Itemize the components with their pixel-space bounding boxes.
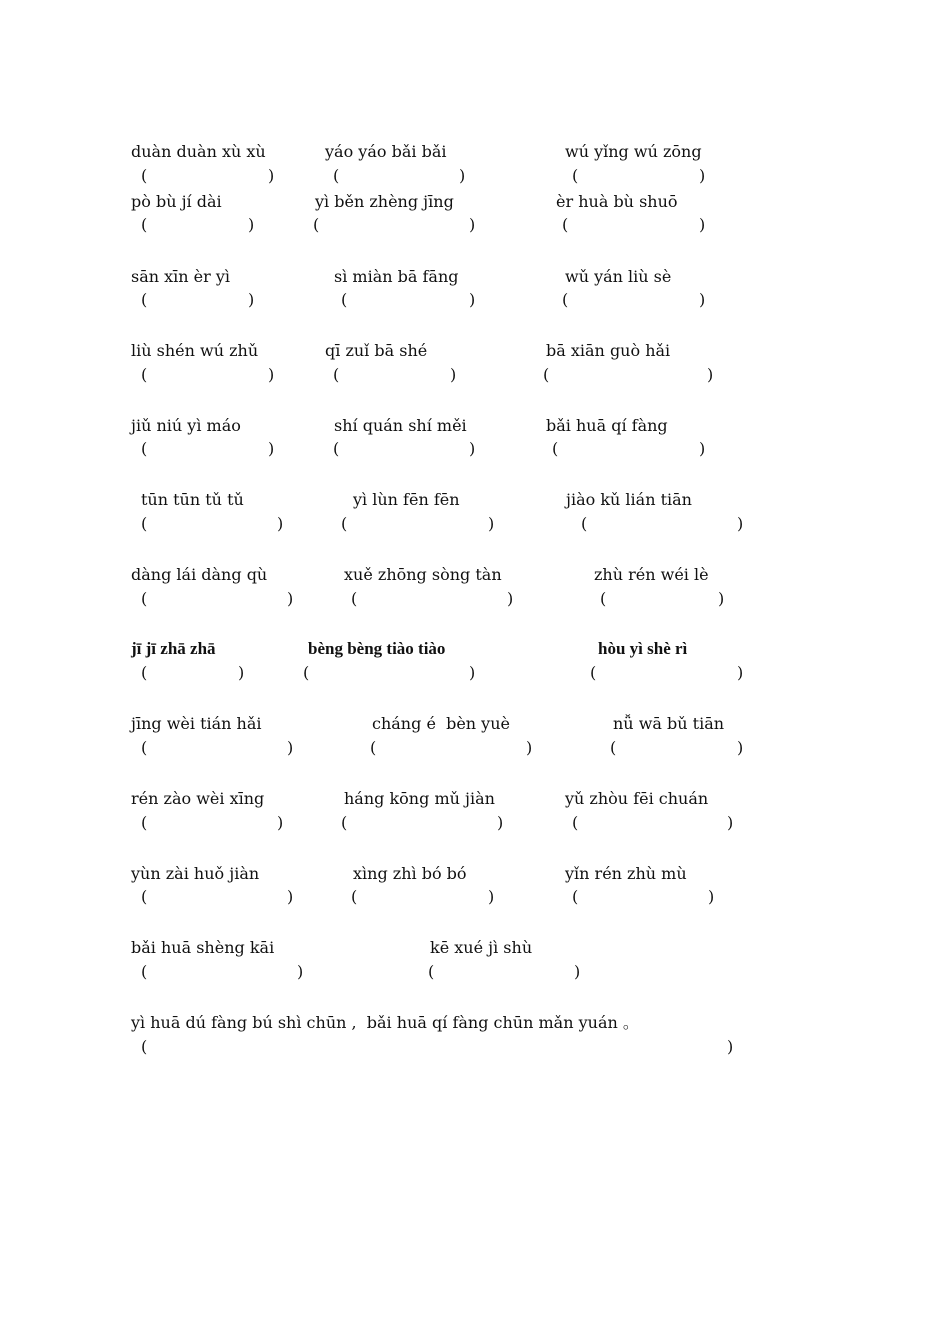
answer-paren-close: ) <box>699 439 706 458</box>
pinyin-item: sì miàn bā fāng <box>334 267 459 286</box>
answer-paren-open: ( <box>581 514 588 533</box>
pinyin-item: jiào kǔ lián tiān <box>566 490 692 509</box>
answer-paren-close: ) <box>488 887 495 906</box>
answer-paren-open: ( <box>141 962 148 981</box>
pinyin-item: duàn duàn xù xù <box>131 142 266 161</box>
answer-paren-open: ( <box>572 813 579 832</box>
pinyin-item: cháng é bèn yuè <box>372 714 510 733</box>
pinyin-sentence: yì huā dú fàng bú shì chūn , bǎi huā qí fàng chūn mǎn yuán 。 <box>131 1013 639 1032</box>
pinyin-item: yáo yáo bǎi bǎi <box>325 142 447 161</box>
answer-paren-close: ) <box>526 738 533 757</box>
answer-paren-open: ( <box>428 962 435 981</box>
answer-paren-close: ) <box>707 365 714 384</box>
answer-paren-close: ) <box>459 166 466 185</box>
answer-paren-close: ) <box>277 514 284 533</box>
pinyin-item: jī jī zhā zhā <box>131 639 216 658</box>
answer-paren-open: ( <box>141 215 148 234</box>
answer-paren-close: ) <box>727 1037 734 1056</box>
pinyin-item: bā xiān guò hǎi <box>546 341 671 360</box>
answer-paren-open: ( <box>141 1037 148 1056</box>
answer-paren-open: ( <box>141 290 148 309</box>
pinyin-item: bǎi huā shèng kāi <box>131 938 275 957</box>
answer-paren-open: ( <box>543 365 550 384</box>
pinyin-item: wú yǐng wú zōng <box>565 142 702 161</box>
answer-paren-close: ) <box>469 663 476 682</box>
answer-paren-open: ( <box>552 439 559 458</box>
answer-paren-close: ) <box>699 290 706 309</box>
answer-paren-open: ( <box>341 514 348 533</box>
answer-paren-open: ( <box>141 589 148 608</box>
pinyin-item: yì lùn fēn fēn <box>353 490 460 509</box>
pinyin-item: jiǔ niú yì máo <box>131 416 241 435</box>
answer-paren-close: ) <box>287 887 294 906</box>
pinyin-item: yì běn zhèng jīng <box>315 192 454 211</box>
answer-paren-close: ) <box>708 887 715 906</box>
pinyin-item: hòu yì shè rì <box>598 639 688 658</box>
answer-paren-open: ( <box>590 663 597 682</box>
answer-paren-close: ) <box>699 215 706 234</box>
answer-paren-close: ) <box>507 589 514 608</box>
pinyin-item: tūn tūn tǔ tǔ <box>141 490 244 509</box>
pinyin-item: kē xué jì shù <box>430 938 533 957</box>
answer-paren-close: ) <box>297 962 304 981</box>
answer-paren-close: ) <box>277 813 284 832</box>
pinyin-item: sān xīn èr yì <box>131 267 231 286</box>
pinyin-item: xìng zhì bó bó <box>353 864 467 883</box>
answer-paren-close: ) <box>469 290 476 309</box>
answer-paren-close: ) <box>737 738 744 757</box>
answer-paren-open: ( <box>141 813 148 832</box>
pinyin-item: dàng lái dàng qù <box>131 565 268 584</box>
pinyin-item: zhù rén wéi lè <box>594 565 709 584</box>
answer-paren-open: ( <box>333 365 340 384</box>
answer-paren-close: ) <box>268 439 275 458</box>
pinyin-item: háng kōng mǔ jiàn <box>344 789 495 808</box>
answer-paren-close: ) <box>268 166 275 185</box>
answer-paren-open: ( <box>313 215 320 234</box>
pinyin-item: pò bù jí dài <box>131 192 222 211</box>
answer-paren-close: ) <box>248 215 255 234</box>
answer-paren-close: ) <box>727 813 734 832</box>
answer-paren-open: ( <box>333 439 340 458</box>
pinyin-item: bǎi huā qí fàng <box>546 416 668 435</box>
answer-paren-close: ) <box>488 514 495 533</box>
answer-paren-open: ( <box>351 589 358 608</box>
answer-paren-open: ( <box>141 887 148 906</box>
answer-paren-close: ) <box>268 365 275 384</box>
answer-paren-open: ( <box>572 887 579 906</box>
answer-paren-open: ( <box>600 589 607 608</box>
pinyin-item: xuě zhōng sòng tàn <box>344 565 502 584</box>
answer-paren-close: ) <box>469 439 476 458</box>
answer-paren-close: ) <box>248 290 255 309</box>
answer-paren-close: ) <box>718 589 725 608</box>
answer-paren-close: ) <box>287 738 294 757</box>
answer-paren-close: ) <box>238 663 245 682</box>
answer-paren-open: ( <box>370 738 377 757</box>
pinyin-item: qī zuǐ bā shé <box>325 341 428 360</box>
answer-paren-open: ( <box>141 365 148 384</box>
answer-paren-open: ( <box>141 166 148 185</box>
pinyin-item: yǔ zhòu fēi chuán <box>565 789 709 808</box>
answer-paren-open: ( <box>341 290 348 309</box>
answer-paren-open: ( <box>141 514 148 533</box>
pinyin-item: liù shén wú zhǔ <box>131 341 259 360</box>
answer-paren-close: ) <box>287 589 294 608</box>
answer-paren-open: ( <box>141 439 148 458</box>
answer-paren-open: ( <box>141 663 148 682</box>
pinyin-item: rén zào wèi xīng <box>131 789 265 808</box>
answer-paren-open: ( <box>333 166 340 185</box>
pinyin-item: èr huà bù shuō <box>556 192 678 211</box>
pinyin-item: nǚ wā bǔ tiān <box>613 714 725 733</box>
answer-paren-open: ( <box>572 166 579 185</box>
pinyin-item: wǔ yán liù sè <box>565 267 672 286</box>
answer-paren-open: ( <box>141 738 148 757</box>
pinyin-item: jīng wèi tián hǎi <box>131 714 262 733</box>
answer-paren-open: ( <box>562 290 569 309</box>
pinyin-item: yǐn rén zhù mù <box>565 864 687 883</box>
pinyin-item: bèng bèng tiào tiào <box>308 639 446 658</box>
answer-paren-open: ( <box>341 813 348 832</box>
answer-paren-close: ) <box>450 365 457 384</box>
answer-paren-close: ) <box>469 215 476 234</box>
answer-paren-open: ( <box>303 663 310 682</box>
answer-paren-close: ) <box>737 514 744 533</box>
answer-paren-open: ( <box>351 887 358 906</box>
pinyin-item: yùn zài huǒ jiàn <box>131 864 260 883</box>
pinyin-item: shí quán shí měi <box>334 416 467 435</box>
answer-paren-close: ) <box>737 663 744 682</box>
answer-paren-open: ( <box>610 738 617 757</box>
answer-paren-close: ) <box>574 962 581 981</box>
answer-paren-close: ) <box>497 813 504 832</box>
answer-paren-open: ( <box>562 215 569 234</box>
answer-paren-close: ) <box>699 166 706 185</box>
